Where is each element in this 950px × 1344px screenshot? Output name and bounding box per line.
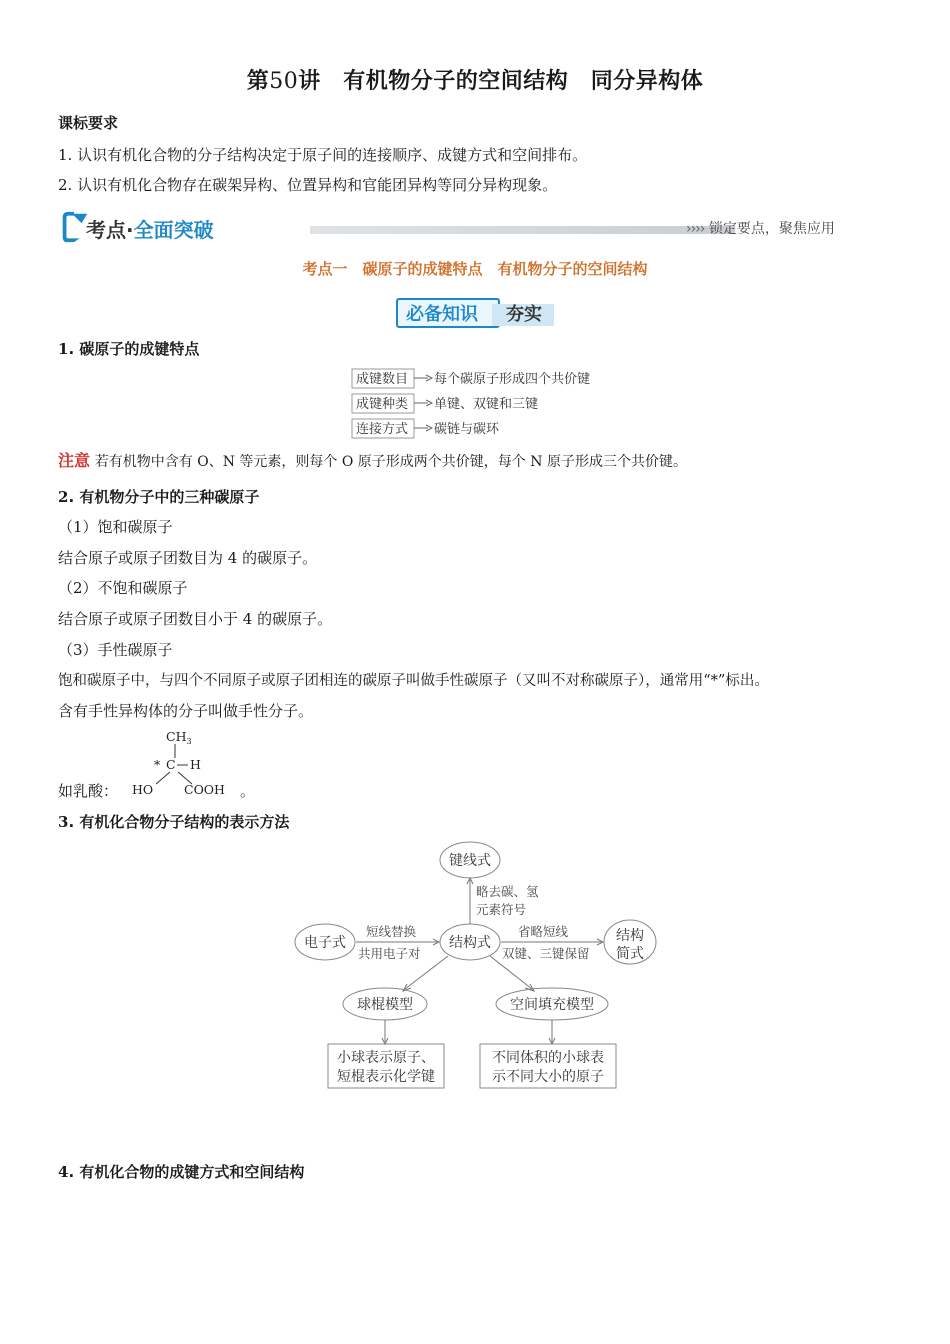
- edge-left-top: 短线替换: [366, 924, 417, 939]
- node-jianxian: 键线式: [449, 853, 491, 869]
- s1-heading-num: 1: [58, 340, 69, 358]
- s3-heading-text: 有机化合物分子结构的表示方法: [79, 813, 290, 831]
- formula-cooh: COOH: [184, 782, 225, 797]
- node-jiegoujian-2: 简式: [616, 946, 644, 962]
- bond-row-3-label: 连接方式: [356, 422, 409, 437]
- s4-heading-num: 4: [58, 1163, 69, 1181]
- title-number: 50: [269, 69, 299, 94]
- edge-right-top: 省略短线: [518, 924, 569, 939]
- note-text: 若有机物中含有 O、N 等元素，则每个 O 原子形成两个共价键，每个 N 原子形成三个共价键。: [94, 454, 687, 470]
- s2-heading-text: 有机物分子中的三种碳原子: [79, 488, 260, 506]
- bibei-label-a: 必备知识: [406, 304, 478, 325]
- s2-p3a: 饱和碳原子中，与四个不同原子或原子团相连的碳原子叫做手性碳原子（又叫不对称碳原子），通常用“*”标出。: [58, 673, 769, 689]
- s2-heading-num: 2: [58, 488, 69, 506]
- bond-row-1-label: 成键数目: [356, 372, 409, 387]
- s1-heading: 1. 碳原子的成键特点: [58, 340, 200, 358]
- s1-note: [58, 451, 687, 472]
- s2-heading: 2. 有机物分子中的三种碳原子: [58, 488, 260, 506]
- edge-left-bottom: 共用电子对: [358, 946, 421, 961]
- banner-bar: [310, 226, 735, 234]
- note-label: 注意: [58, 451, 91, 470]
- node-qiugun: 球棍模型: [357, 997, 413, 1013]
- desc-qiugun-1: 小球表示原子、: [337, 1050, 435, 1066]
- banner-slogan: [686, 218, 835, 238]
- formula-h: H: [190, 757, 201, 772]
- edge-up-2: 元素符号: [476, 902, 527, 917]
- formula-ho: HO: [132, 782, 154, 797]
- bond-row-2-text: 单键、双键和三键: [434, 397, 539, 412]
- s2-example-end: 。: [240, 782, 256, 800]
- edge-right-bottom: 双键、三键保留: [502, 946, 590, 961]
- s4-heading: 4. 有机化合物的成键方式和空间结构: [58, 1163, 305, 1181]
- s2-p3b: 含有手性异构体的分子叫做手性分子。: [58, 702, 314, 720]
- s1-heading-text: 碳原子的成键特点: [79, 340, 200, 358]
- structure-representation-diagram: [290, 838, 670, 1093]
- desc-kongjian-1: 不同体积的小球表: [492, 1050, 604, 1066]
- bond-row-1-text: 每个碳原子形成四个共价键: [434, 372, 591, 387]
- section-banner: [58, 210, 858, 246]
- s4-heading-text: 有机化合物的成键方式和空间结构: [79, 1163, 305, 1181]
- node-jiegoujian-1: 结构: [616, 928, 644, 944]
- desc-kongjian-2: 示不同大小的原子: [492, 1069, 604, 1085]
- s2-p2: 结合原子或原子团数目小于 4 的碳原子。: [58, 610, 333, 628]
- bond-row-2-label: 成键种类: [356, 397, 409, 412]
- node-jiegou: 结构式: [449, 935, 491, 951]
- s3-heading-num: 3: [58, 813, 69, 831]
- s2-sub1: （1）饱和碳原子: [58, 518, 173, 536]
- banner-badge-dot: ·: [126, 218, 134, 242]
- chevron-right-icon: ››››: [686, 221, 705, 237]
- desc-qiugun-2: 短棍表示化学键: [337, 1069, 435, 1085]
- kebiao-item-2: 2. 认识有机化合物存在碳架异构、位置异构和官能团异构等同分异构现象。: [58, 176, 558, 194]
- page-title: [0, 64, 950, 95]
- title-text: 有机物分子的空间结构 同分异构体: [343, 69, 704, 94]
- formula-star: *: [154, 757, 161, 772]
- kebiao-item-1: 1. 认识有机化合物的分子结构决定于原子间的连接顺序、成键方式和空间排布。: [58, 146, 588, 164]
- banner-badge-a: 考点: [86, 218, 126, 242]
- bond-row-3-text: 碳链与碳环: [434, 422, 500, 437]
- edge-up-1: 略去碳、氢: [476, 884, 539, 899]
- s2-example: 如乳酸：: [58, 782, 119, 800]
- s2-sub3: （3）手性碳原子: [58, 641, 173, 659]
- formula-ch3: $CH_3$: [166, 729, 192, 746]
- kebiao-heading: 课标要求: [58, 114, 119, 132]
- bibei-label-b: 夯实: [506, 304, 542, 325]
- node-kongjian: 空间填充模型: [510, 997, 594, 1013]
- kaodian-heading: 考点一 碳原子的成键特点 有机物分子的空间结构: [302, 260, 648, 278]
- banner-slogan-text: 锁定要点，聚焦应用: [708, 221, 835, 237]
- s3-heading: 3. 有机化合物分子结构的表示方法: [58, 813, 290, 831]
- formula-c: C: [166, 757, 176, 772]
- s2-p1: 结合原子或原子团数目为 4 的碳原子。: [58, 549, 318, 567]
- title-suffix: 讲: [298, 69, 321, 94]
- s2-sub2: （2）不饱和碳原子: [58, 579, 188, 597]
- bond-feature-diagram: [348, 366, 608, 442]
- banner-badge-b: 全面突破: [133, 218, 214, 242]
- node-dianzi: 电子式: [304, 935, 346, 951]
- bibei-badge: [396, 296, 556, 328]
- lactic-acid-structure: [128, 726, 258, 802]
- title-prefix: 第: [246, 69, 270, 94]
